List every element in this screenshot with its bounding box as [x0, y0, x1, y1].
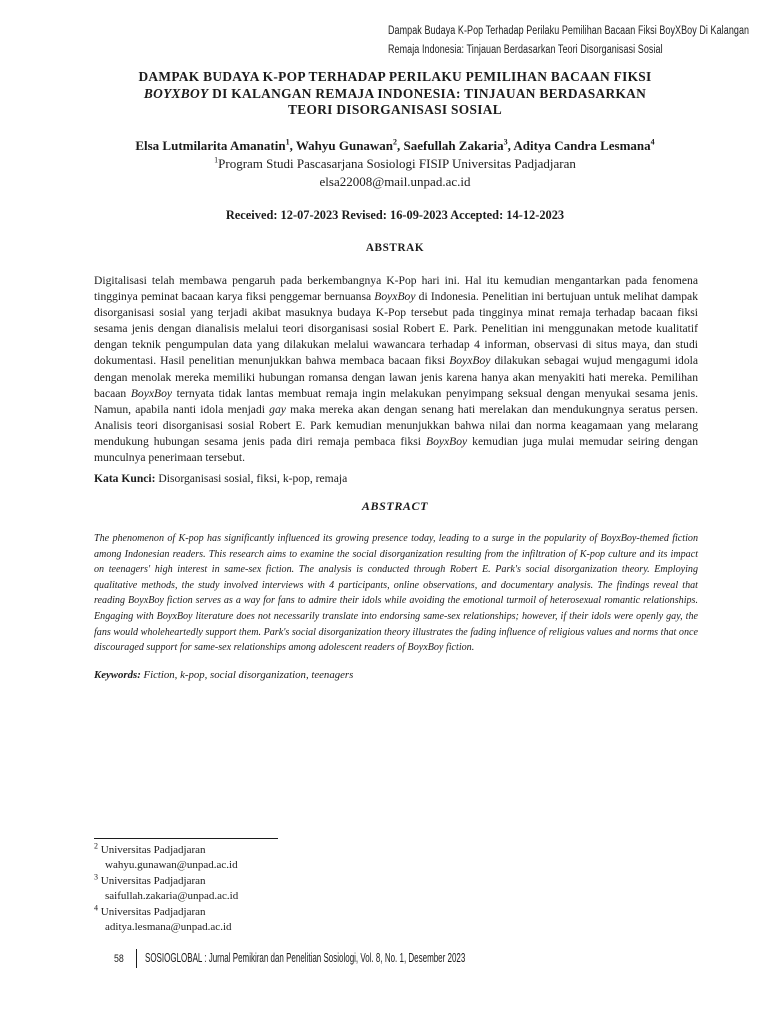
footnote-number: 4	[94, 902, 98, 912]
submission-dates: Received: 12-07-2023 Revised: 16-09-2023 Accepted: 14-12-2023	[225, 208, 565, 222]
author-sup: 1	[285, 137, 290, 147]
footnote-affiliation-text: Universitas Padjadjaran	[100, 905, 206, 918]
abstrak-italic-term: gay	[269, 402, 286, 416]
author-sup: 3	[503, 137, 508, 147]
author-separator: ,	[289, 138, 296, 153]
kata-kunci-values: Disorganisasi sosial, fiksi, k-pop, remaja	[155, 472, 348, 485]
author-sup: 4	[650, 137, 655, 147]
paper-title	[60, 69, 730, 119]
author-separator: ,	[507, 138, 514, 153]
corresponding-email: elsa22008@mail.unpad.ac.id	[319, 174, 471, 189]
author-3	[404, 138, 514, 153]
abstrak-text: Digitalisasi telah membawa pengaruh pada berkembangnya K-Pop hari ini. Hal itu kemudian mengantarkan pada fenomena tingginya peminat bacaan karya fiksi penggemar bernuansa	[94, 274, 698, 304]
footnote-number: 2	[94, 841, 98, 851]
footnotes	[94, 843, 394, 935]
affiliation-text: Program Studi Pascasarjana Sosiologi FISIP Universitas Padjadjaran	[218, 156, 576, 171]
author-name: Wahyu Gunawan	[295, 138, 394, 153]
footnote-3	[94, 874, 394, 905]
abstrak-text: di Indonesia. Penelitian ini bertujuan untuk melihat dampak disorganisasi sosial yang terjadi akibat masuknya budaya K-Pop tersebut pada tingginya minat remaja terhadap bacaan fiksi sesama jenis dengan dianalisis melalui teori disorganisasi sosial Robert E. Park. Penelitian ini menggunakan metode kualitatif dengan teknik pengumpulan data yang dilakukan melalui wawancara terhadap 4 informan, observasi di situs maya, dan studi dokumentasi. Hasil penelitian menunjukkan bahwa membaca bacaan fiksi	[94, 290, 698, 368]
author-name: Elsa Lutmilarita Amanatin	[135, 138, 286, 153]
author-1	[135, 138, 296, 153]
footnote-email: wahyu.gunawan@unpad.ac.id	[105, 859, 238, 872]
author-name: Saefullah Zakaria	[403, 138, 504, 153]
author-name: Aditya Candra Lesmana	[513, 138, 651, 153]
running-header	[388, 22, 750, 60]
abstrak-italic-term: BoyxBoy	[449, 354, 491, 368]
footnote-4	[94, 902, 394, 936]
footnote-affiliation	[94, 874, 394, 889]
footnote-affiliation	[94, 902, 394, 920]
abstrak-text: maka mereka akan dengan senang hati merelakan dan mendukungnya seratus persen. Analisis teori disorganisasi sosial Robert E. Park kemudian menunjukkan bahwa nilai dan norma keagamaan yang melarang mendukung hubungan sesama jenis pada diri remaja pembaca fiksi	[94, 402, 698, 448]
author-2	[296, 138, 404, 153]
kata-kunci	[94, 471, 698, 487]
abstrak-italic-term: BoyxBoy	[130, 386, 173, 400]
footnote-number: 3	[94, 872, 98, 882]
abstrak-italic-term: BoyxBoy	[426, 434, 468, 448]
affiliation	[60, 155, 730, 173]
footnote-affiliation-text: Universitas Padjadjaran	[100, 874, 206, 887]
title-line-2	[60, 86, 730, 103]
footnote-email: saifullah.zakaria@unpad.ac.id	[105, 890, 239, 903]
abstrak-text: dilakukan sebagai wujud mengagumi idola dengan menolak mereka memiliki hubungan romansa dengan lawan jenis karena hanya akan menyakiti hati mereka. Pemilihan bacaan	[94, 354, 698, 400]
author-sup: 2	[393, 137, 398, 147]
abstract-heading: ABSTRACT	[361, 499, 429, 513]
title-line-3: TEORI DISORGANISASI SOSIAL	[288, 102, 502, 117]
abstrak-italic-term: BoyxBoy	[374, 290, 416, 304]
abstrak-text: ternyata tidak lantas membuat remaja ingin melakukan penyimpang seksual dengan menyukai sesama jenis. Namun, apabila nanti idola menjadi	[94, 386, 699, 416]
running-header-line-1: Dampak Budaya K-Pop Terhadap Perilaku Pemilihan Bacaan Fiksi BoyXBoy Di Kalangan	[388, 25, 750, 37]
footnote-divider	[94, 838, 278, 839]
footer-divider	[136, 949, 137, 968]
abstract-body: The phenomenon of K-pop has significantly influenced its growing presence today, leading to a surge in the popularity of BoyxBoy-themed fiction among Indonesian readers. This research aims to examine the social disorganization resulting from the infiltration of K-pop culture and its impact on teenagers' high interest in same-sex fiction. The analysis is conducted through Robert E. Park's social disorganization theory. Employing qualitative methods, the study involved interviews with 4 participants, online observations, and documentary analysis. The findings reveal that reading BoyxBoy fiction serves as a way for fans to admire their idols while avoiding the emotional turmoil of heterosexual romantic relationships. Engaging with BoyxBoy literature does not necessarily translate into endorsing same-sex relationships; however, if their idols were openly gay, the fans would wholeheartedly support them. Park's social disorganization theory illustrates the fading influence of religious values and norms that once discouraged support for same-sex relationships among adolescent readers of BoyxBoy fiction.	[94, 533, 698, 654]
author-4	[513, 138, 654, 153]
author-separator: ,	[397, 138, 404, 153]
title-line-2-rest: DI KALANGAN REMAJA INDONESIA: TINJAUAN BERDASARKAN	[208, 85, 647, 101]
footnote-affiliation-text: Universitas Padjadjaran	[100, 844, 206, 856]
footnote-affiliation	[94, 843, 394, 858]
footnote-email: aditya.lesmana@unpad.ac.id	[105, 921, 232, 934]
abstrak-body	[94, 273, 698, 466]
running-header-line-2: Remaja Indonesia: Tinjauan Berdasarkan Teori Disorganisasi Sosial	[388, 44, 663, 56]
keywords	[94, 668, 698, 683]
author-list	[60, 137, 730, 155]
title-line-1: DAMPAK BUDAYA K-POP TERHADAP PERILAKU PEMILIHAN BACAAN FIKSI	[138, 69, 652, 84]
kata-kunci-label: Kata Kunci:	[94, 472, 156, 485]
keywords-values: Fiction, k-pop, social disorganization, teenagers	[140, 669, 354, 681]
footnote-2	[94, 843, 394, 874]
keywords-label: Keywords:	[94, 669, 141, 681]
page-number: 58	[114, 953, 124, 965]
abstrak-text: kemudian juga mulai memudar seiring dengan munculnya penerimaan tersebut.	[94, 434, 698, 465]
journal-citation: SOSIOGLOBAL : Jurnal Pemikiran dan Penelitian Sosiologi, Vol. 8, No. 1, Desember 2023	[145, 951, 466, 965]
abstrak-heading: ABSTRAK	[365, 242, 425, 254]
title-italic-term: BOYXBOY	[143, 85, 209, 101]
affiliation-sup: 1	[214, 155, 219, 165]
